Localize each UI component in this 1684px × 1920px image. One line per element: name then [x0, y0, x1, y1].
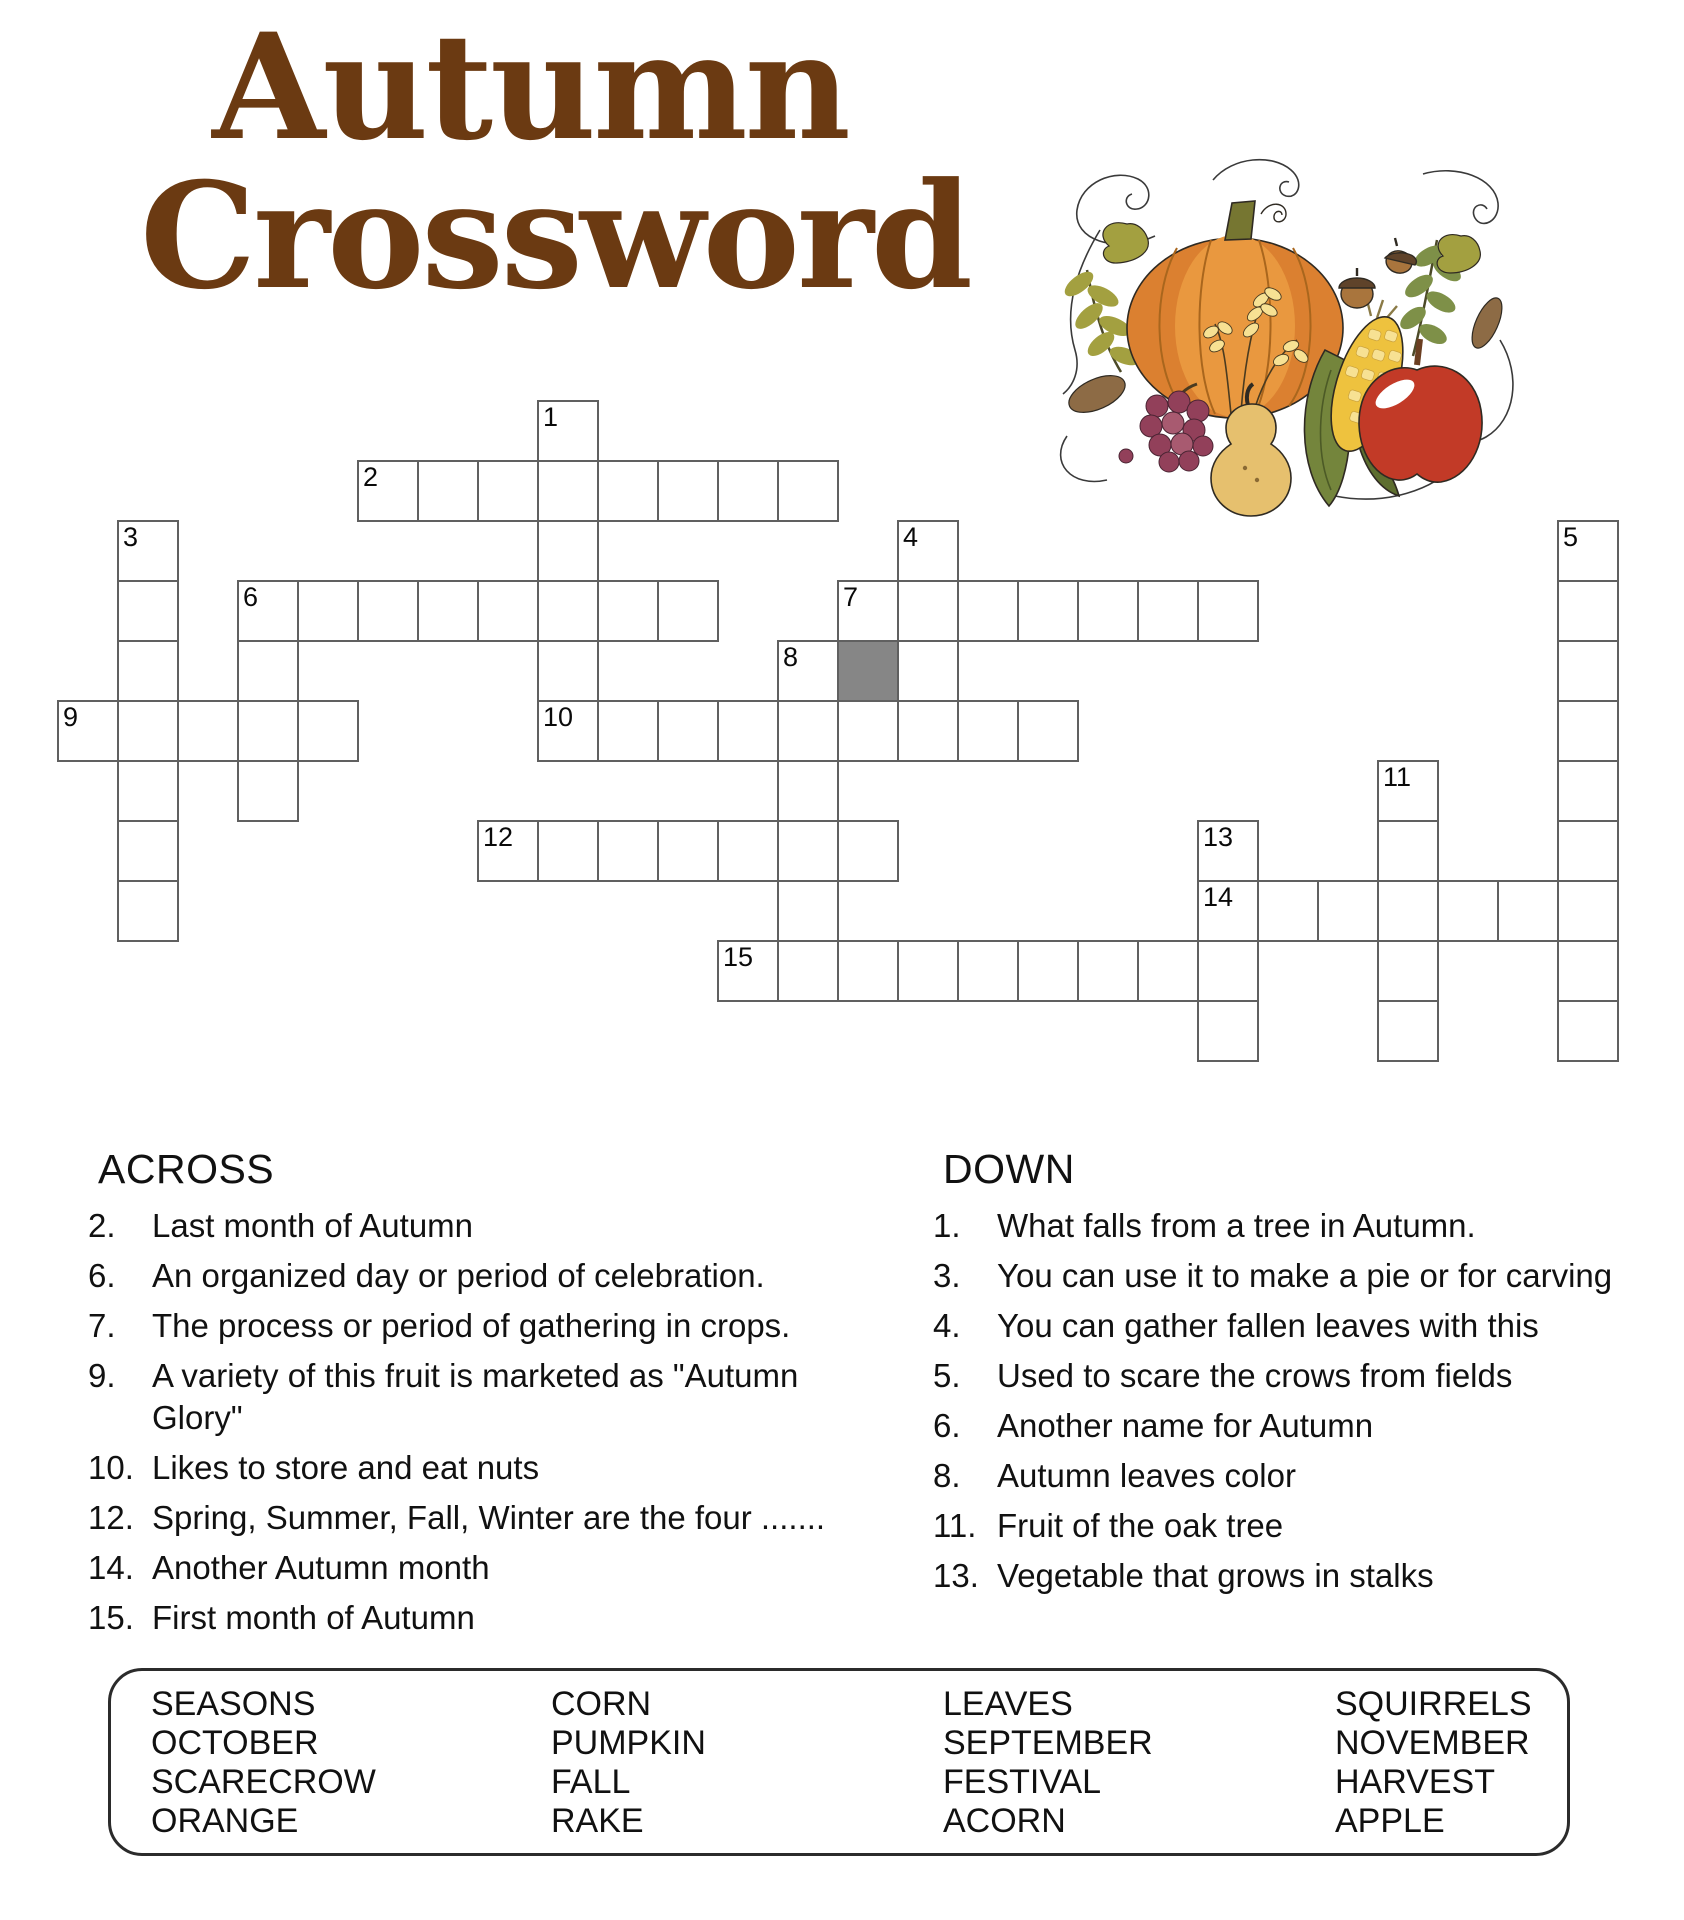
grid-cell[interactable]	[657, 580, 719, 642]
clue-number: 12.	[88, 1499, 134, 1536]
clue-item	[933, 1305, 1673, 1347]
grid-cell[interactable]	[717, 460, 779, 522]
grid-cell[interactable]	[777, 460, 839, 522]
cell-number: 11	[1383, 762, 1412, 792]
clue-number: 14.	[88, 1549, 134, 1586]
cell-number: 15	[723, 942, 754, 972]
word-bank-column	[1335, 1685, 1532, 1841]
word-bank-word: FESTIVAL	[943, 1763, 1102, 1801]
down-clue-list	[933, 1205, 1673, 1597]
grid-cell[interactable]	[477, 820, 539, 882]
grid-cell[interactable]	[717, 820, 779, 882]
grid-cell[interactable]	[897, 520, 959, 582]
grid-cell[interactable]	[657, 700, 719, 762]
cell-number: 4	[903, 522, 919, 552]
cell-number: 5	[1563, 522, 1579, 552]
grid-cell[interactable]	[777, 760, 839, 822]
grid-cell[interactable]	[597, 580, 659, 642]
grid-cell[interactable]	[117, 520, 179, 582]
clue-number: 11.	[933, 1507, 977, 1544]
word-bank-column	[551, 1685, 706, 1841]
grid-cell[interactable]	[537, 460, 599, 522]
word-bank-word: FALL	[551, 1763, 631, 1801]
grid-cell[interactable]	[1317, 880, 1379, 942]
grid-cell[interactable]	[957, 700, 1019, 762]
clue-number: 15.	[88, 1599, 134, 1636]
word-bank-word: SEPTEMBER	[943, 1724, 1153, 1762]
clue-item	[88, 1497, 888, 1539]
word-bank-word: CORN	[551, 1685, 652, 1723]
grid-cell[interactable]	[837, 940, 899, 1002]
grid-cell[interactable]	[537, 820, 599, 882]
grid-cell[interactable]	[297, 700, 359, 762]
grid-cell[interactable]	[117, 760, 179, 822]
grid-cell[interactable]	[777, 880, 839, 942]
autumn-harvest-illustration	[1005, 118, 1520, 523]
word-bank-column	[943, 1685, 1153, 1841]
grid-cell[interactable]	[1377, 1000, 1439, 1062]
grid-cell[interactable]	[657, 820, 719, 882]
grid-cell[interactable]	[1377, 940, 1439, 1002]
clue-item	[88, 1447, 888, 1489]
grid-cell[interactable]	[1557, 1000, 1619, 1062]
clue-text: You can use it to make a pie or for carving	[997, 1257, 1613, 1294]
grid-cell[interactable]	[717, 700, 779, 762]
word-bank	[108, 1668, 1570, 1856]
grid-cell[interactable]	[537, 400, 599, 462]
grid-cell[interactable]	[777, 820, 839, 882]
grid-cell[interactable]	[1377, 880, 1439, 942]
word-bank-word: SQUIRRELS	[1335, 1685, 1532, 1723]
clue-item	[933, 1505, 1673, 1547]
grid-cell[interactable]	[117, 820, 179, 882]
clue-text: An organized day or period of celebration.	[152, 1257, 765, 1294]
clue-text: Fruit of the oak tree	[997, 1507, 1284, 1544]
cell-number: 10	[543, 702, 574, 732]
grid-cell[interactable]	[1197, 940, 1259, 1002]
blocked-cell	[837, 640, 899, 702]
grid-cell[interactable]	[417, 460, 479, 522]
word-bank-word: ORANGE	[151, 1802, 299, 1840]
clue-number: 2.	[88, 1207, 116, 1244]
clue-number: 3.	[933, 1257, 961, 1294]
cell-number: 6	[243, 582, 259, 612]
grid-cell[interactable]	[777, 640, 839, 702]
title-line-1: Autumn	[212, 2, 848, 173]
grid-cell[interactable]	[1017, 940, 1079, 1002]
clue-item	[88, 1547, 888, 1589]
clue-text: Another Autumn month	[152, 1549, 490, 1586]
grid-cell[interactable]	[1557, 520, 1619, 582]
grid-cell[interactable]	[237, 760, 299, 822]
grid-cell[interactable]	[237, 640, 299, 702]
grid-cell[interactable]	[117, 880, 179, 942]
grid-cell[interactable]	[1137, 940, 1199, 1002]
grid-cell[interactable]	[657, 460, 719, 522]
clue-text: Spring, Summer, Fall, Winter are the four .......	[152, 1499, 826, 1536]
clue-text: Used to scare the crows from fields	[997, 1357, 1513, 1394]
grid-cell[interactable]	[837, 580, 899, 642]
word-bank-word: APPLE	[1335, 1802, 1445, 1840]
grid-cell[interactable]	[537, 640, 599, 702]
word-bank-word: ACORN	[943, 1802, 1066, 1840]
clue-number: 4.	[933, 1307, 961, 1344]
grid-cell[interactable]	[1257, 880, 1319, 942]
clue-number: 5.	[933, 1357, 961, 1394]
grid-cell[interactable]	[1077, 940, 1139, 1002]
grid-cell[interactable]	[1017, 580, 1079, 642]
grid-cell[interactable]	[357, 580, 419, 642]
grid-cell[interactable]	[1557, 820, 1619, 882]
grid-cell[interactable]	[117, 580, 179, 642]
down-clues	[933, 1146, 1673, 1605]
clue-text: First month of Autumn	[152, 1599, 475, 1636]
grid-cell[interactable]	[1197, 580, 1259, 642]
grid-cell[interactable]	[837, 700, 899, 762]
grid-cell[interactable]	[957, 580, 1019, 642]
grid-cell[interactable]	[777, 700, 839, 762]
grid-cell[interactable]	[897, 940, 959, 1002]
clue-text: A variety of this fruit is marketed as "Autumn Glory"	[152, 1357, 799, 1436]
word-bank-word: SEASONS	[151, 1685, 316, 1723]
clue-number: 10.	[88, 1449, 134, 1486]
clue-number: 13.	[933, 1557, 979, 1594]
clue-item	[933, 1255, 1673, 1297]
across-clue-list	[88, 1205, 888, 1639]
grid-cell[interactable]	[897, 640, 959, 702]
word-bank-word: LEAVES	[943, 1685, 1073, 1723]
clue-number: 6.	[933, 1407, 961, 1444]
grid-cell[interactable]	[897, 580, 959, 642]
word-bank-word: SCARECROW	[151, 1763, 376, 1801]
grid-cell[interactable]	[477, 460, 539, 522]
page-title	[140, 2, 970, 322]
word-bank-word: NOVEMBER	[1335, 1724, 1530, 1762]
clue-item	[933, 1555, 1673, 1597]
clue-text: You can gather fallen leaves with this	[997, 1307, 1539, 1344]
grid-cell[interactable]	[597, 700, 659, 762]
word-bank-word: OCTOBER	[151, 1724, 319, 1762]
clue-number: 7.	[88, 1307, 116, 1344]
grid-cell[interactable]	[537, 700, 599, 762]
clue-text: Vegetable that grows in stalks	[997, 1557, 1434, 1594]
clue-text: The process or period of gathering in crops.	[152, 1307, 791, 1344]
grid-cell[interactable]	[717, 940, 779, 1002]
grid-cell[interactable]	[1557, 940, 1619, 1002]
clue-text: Autumn leaves color	[997, 1457, 1296, 1494]
clue-text: What falls from a tree in Autumn.	[997, 1207, 1476, 1244]
cell-number: 9	[63, 702, 79, 732]
word-bank-column	[151, 1685, 376, 1841]
clue-item	[933, 1455, 1673, 1497]
grid-cell[interactable]	[597, 460, 659, 522]
clue-item	[88, 1255, 888, 1297]
title-line-2: Crossword	[140, 150, 970, 322]
grid-cell[interactable]	[177, 700, 239, 762]
down-header: DOWN	[943, 1146, 1075, 1192]
clue-text: Another name for Autumn	[997, 1407, 1374, 1444]
grid-cell[interactable]	[1557, 760, 1619, 822]
across-header: ACROSS	[98, 1146, 275, 1192]
grid-cell[interactable]	[1017, 700, 1079, 762]
grid-cell[interactable]	[777, 940, 839, 1002]
grid-cell[interactable]	[1197, 1000, 1259, 1062]
grid-cell[interactable]	[237, 580, 299, 642]
cell-number: 3	[123, 522, 139, 552]
cell-number: 1	[543, 402, 559, 432]
grid-cell[interactable]	[537, 580, 599, 642]
grid-cell[interactable]	[237, 700, 299, 762]
grid-cell[interactable]	[1557, 640, 1619, 702]
clue-number: 8.	[933, 1457, 961, 1494]
grid-cell[interactable]	[1137, 580, 1199, 642]
clue-text: Likes to store and eat nuts	[152, 1449, 540, 1486]
grid-cell[interactable]	[897, 700, 959, 762]
clue-number: 9.	[88, 1357, 116, 1394]
grid-cell[interactable]	[117, 700, 179, 762]
cell-number: 8	[783, 642, 799, 672]
clue-item	[933, 1205, 1673, 1247]
word-bank-word: PUMPKIN	[551, 1724, 706, 1762]
clue-item	[88, 1305, 888, 1347]
word-bank-word: RAKE	[551, 1802, 644, 1840]
cell-number: 12	[483, 822, 514, 852]
grid-cell[interactable]	[1077, 580, 1139, 642]
word-bank-word: HARVEST	[1335, 1763, 1495, 1801]
grid-cell[interactable]	[1377, 760, 1439, 822]
cell-number: 7	[843, 582, 859, 612]
grid-cell[interactable]	[837, 820, 899, 882]
acorn-icon	[1339, 238, 1416, 308]
clue-number: 1.	[933, 1207, 961, 1244]
cell-number: 13	[1203, 822, 1234, 852]
clue-number: 6.	[88, 1257, 116, 1294]
grid-cell[interactable]	[357, 460, 419, 522]
clue-item	[88, 1597, 888, 1639]
grid-cell[interactable]	[1377, 820, 1439, 882]
grid-cell[interactable]	[597, 820, 659, 882]
grid-cell[interactable]	[297, 580, 359, 642]
grid-cell[interactable]	[1497, 880, 1559, 942]
grid-cell[interactable]	[537, 520, 599, 582]
grid-cell[interactable]	[57, 700, 119, 762]
grid-cell[interactable]	[117, 640, 179, 702]
cell-number: 14	[1203, 882, 1234, 912]
cell-number: 2	[363, 462, 379, 492]
grid-cell[interactable]	[1557, 580, 1619, 642]
grid-cell[interactable]	[1557, 880, 1619, 942]
grid-cell[interactable]	[1197, 820, 1259, 882]
grid-cell[interactable]	[1557, 700, 1619, 762]
grid-cell[interactable]	[477, 580, 539, 642]
clue-item	[88, 1355, 888, 1439]
grid-cell[interactable]	[1437, 880, 1499, 942]
clue-item	[88, 1205, 888, 1247]
clue-text: Last month of Autumn	[152, 1207, 474, 1244]
grid-cell[interactable]	[1197, 880, 1259, 942]
clue-item	[933, 1355, 1673, 1397]
clue-item	[933, 1405, 1673, 1447]
grid-cell[interactable]	[957, 940, 1019, 1002]
grid-cell[interactable]	[417, 580, 479, 642]
across-clues	[88, 1146, 888, 1647]
